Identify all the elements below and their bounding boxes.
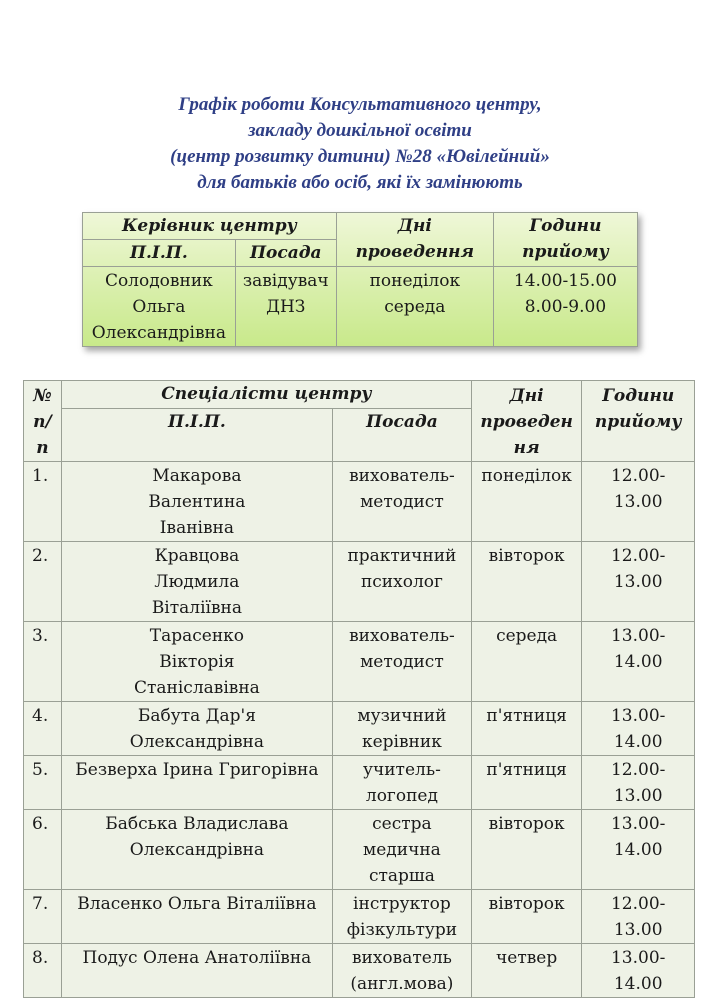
row-day: четвер [471, 944, 582, 998]
row-num: 3. [24, 622, 62, 702]
spec-col-hours: Години прийому [582, 381, 695, 462]
title-line-4: для батьків або осіб, які їх замінюють [197, 172, 523, 193]
row-name: Кравцова Людмила Віталіївна [61, 542, 332, 622]
table-row [24, 542, 695, 622]
row-day: середа [471, 622, 582, 702]
row-hours: 13.00-14.00 [582, 944, 695, 998]
row-position: практичний психолог [332, 542, 471, 622]
head-table [82, 212, 638, 347]
spec-col-position: Посада [332, 408, 471, 461]
spec-col-days: Дні проведен ня [471, 381, 582, 462]
head-days-cell: понеділок середа [336, 267, 493, 347]
head-col-name: П.І.П. [83, 240, 236, 267]
table-row [24, 462, 695, 542]
row-num: 4. [24, 702, 62, 756]
page-title [0, 92, 720, 196]
row-num: 1. [24, 462, 62, 542]
head-col-days: Дні проведення [336, 213, 493, 267]
row-day: вівторок [471, 890, 582, 944]
row-num: 2. [24, 542, 62, 622]
head-name-cell: Солодовник Ольга Олександрівна [83, 267, 236, 347]
row-day: п'ятниця [471, 702, 582, 756]
row-day: вівторок [471, 542, 582, 622]
row-day: понеділок [471, 462, 582, 542]
row-num: 6. [24, 810, 62, 890]
title-line-1: Графік роботи Консультативного центру, [178, 94, 542, 115]
row-position: музичний керівник [332, 702, 471, 756]
head-position-cell: завідувач ДНЗ [235, 267, 336, 347]
table-row [24, 756, 695, 810]
head-col-position: Посада [235, 240, 336, 267]
spec-group-header: Спеціалісти центру [61, 381, 471, 409]
row-name: Власенко Ольга Віталіївна [61, 890, 332, 944]
row-hours: 12.00-13.00 [582, 756, 695, 810]
row-num: 7. [24, 890, 62, 944]
row-hours: 13.00-14.00 [582, 622, 695, 702]
row-name: Бабська Владислава Олександрівна [61, 810, 332, 890]
row-num: 8. [24, 944, 62, 998]
row-num: 5. [24, 756, 62, 810]
row-name: Безверха Ірина Григорівна [61, 756, 332, 810]
row-hours: 13.00-14.00 [582, 810, 695, 890]
row-position: сестра медична старша [332, 810, 471, 890]
row-day: вівторок [471, 810, 582, 890]
table-row [24, 944, 695, 998]
row-position: вихователь-методист [332, 462, 471, 542]
row-hours: 13.00-14.00 [582, 702, 695, 756]
row-position: учитель-логопед [332, 756, 471, 810]
title-line-2: закладу дошкільної освіти [248, 120, 472, 141]
row-position: вихователь (англ.мова) [332, 944, 471, 998]
table-row [24, 702, 695, 756]
head-hours-cell: 14.00-15.00 8.00-9.00 [493, 267, 637, 347]
row-name: Подус Олена Анатоліївна [61, 944, 332, 998]
row-position: вихователь-методист [332, 622, 471, 702]
row-name: Бабута Дар'я Олександрівна [61, 702, 332, 756]
row-name: Макарова Валентина Іванівна [61, 462, 332, 542]
row-hours: 12.00-13.00 [582, 542, 695, 622]
spec-col-num: № п/п [24, 381, 62, 462]
row-hours: 12.00-13.00 [582, 462, 695, 542]
spec-col-name: П.І.П. [61, 408, 332, 461]
table-row [24, 890, 695, 944]
table-row [24, 622, 695, 702]
head-group-header: Керівник центру [83, 213, 337, 240]
row-name: Тарасенко Вікторія Станіславівна [61, 622, 332, 702]
table-row [24, 810, 695, 890]
head-col-hours: Години прийому [493, 213, 637, 267]
specialists-table [23, 380, 695, 998]
row-hours: 12.00-13.00 [582, 890, 695, 944]
row-position: інструктор фізкультури [332, 890, 471, 944]
title-line-3: (центр розвитку дитини) №28 «Ювілейний» [170, 146, 550, 167]
row-day: п'ятниця [471, 756, 582, 810]
